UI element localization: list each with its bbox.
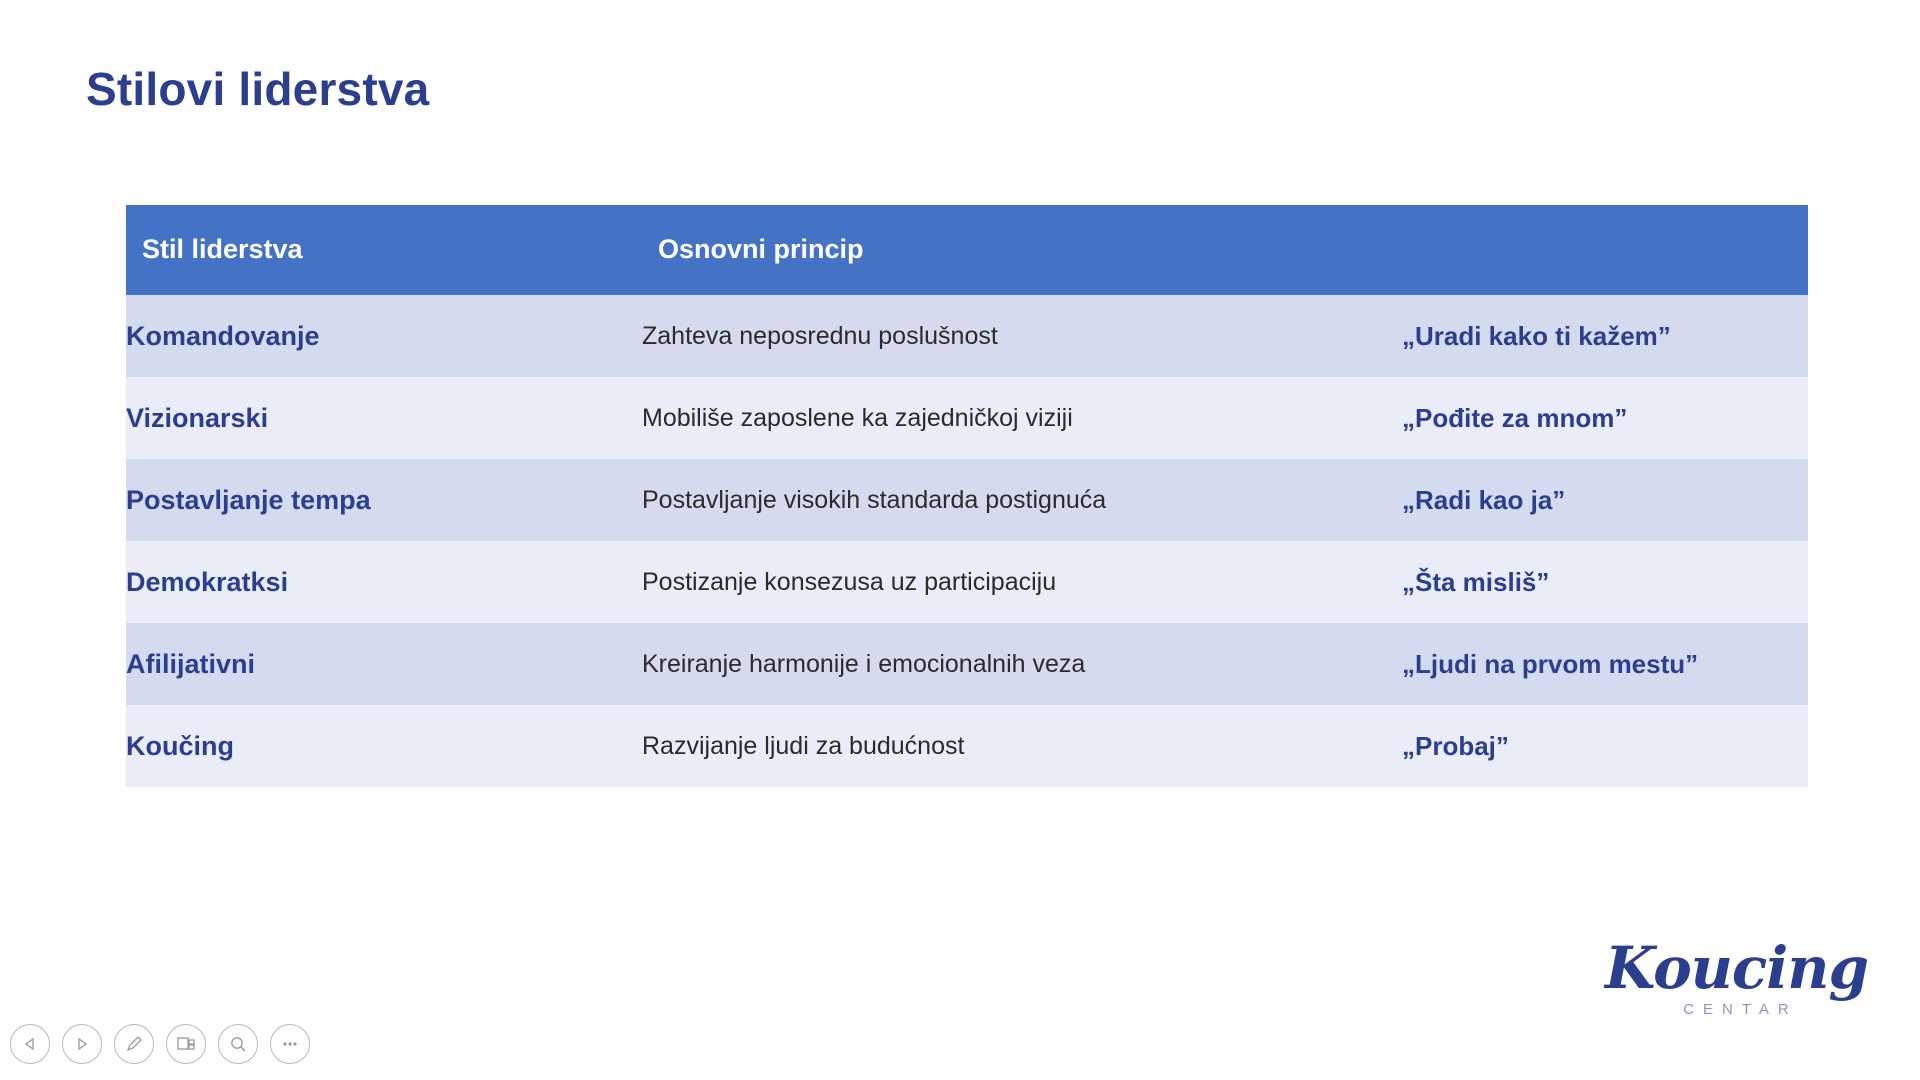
column-header-quote <box>1402 205 1808 295</box>
cell-style: Komandovanje <box>126 295 642 377</box>
cell-style: Koučing <box>126 705 642 787</box>
cell-quote: „Probaj” <box>1402 705 1808 787</box>
more-options-button[interactable] <box>270 1024 310 1064</box>
table-row <box>126 377 1808 459</box>
cell-style: Vizionarski <box>126 377 642 459</box>
column-header-style: Stil liderstva <box>126 205 642 295</box>
next-slide-button[interactable] <box>62 1024 102 1064</box>
cell-quote: „Šta misliš” <box>1402 541 1808 623</box>
cell-quote: „Pođite za mnom” <box>1402 377 1808 459</box>
cell-style: Postavljanje tempa <box>126 459 642 541</box>
cell-quote: „Ljudi na prvom mestu” <box>1402 623 1808 705</box>
column-header-principle: Osnovni princip <box>642 205 1402 295</box>
pen-button[interactable] <box>114 1024 154 1064</box>
cell-principle: Kreiranje harmonije i emocionalnih veza <box>642 623 1402 705</box>
previous-slide-button[interactable] <box>10 1024 50 1064</box>
cell-principle: Postavljanje visokih standarda postignuća <box>642 459 1402 541</box>
magnifier-icon <box>229 1035 247 1053</box>
cell-principle: Postizanje konsezusa uz participaciju <box>642 541 1402 623</box>
slides-overview-button[interactable] <box>166 1024 206 1064</box>
cell-quote: „Uradi kako ti kažem” <box>1402 295 1808 377</box>
table-row <box>126 295 1808 377</box>
page-title: Stilovi liderstva <box>86 63 430 115</box>
cell-principle: Razvijanje ljudi za budućnost <box>642 705 1402 787</box>
table-header-row <box>126 205 1808 295</box>
logo-wordmark: Koucing <box>1604 934 1868 1002</box>
table-row <box>126 459 1808 541</box>
grid-icon <box>177 1036 195 1052</box>
slideshow-toolbar <box>10 1024 310 1064</box>
table-row <box>126 705 1808 787</box>
triangle-left-icon <box>23 1037 37 1051</box>
logo-subtitle: CENTAR <box>1683 1001 1798 1018</box>
pen-icon <box>125 1035 143 1053</box>
table-row <box>126 623 1808 705</box>
cell-style: Afilijativni <box>126 623 642 705</box>
leadership-styles-table <box>126 205 1808 787</box>
table-row <box>126 541 1808 623</box>
cell-style: Demokratksi <box>126 541 642 623</box>
cell-principle: Mobiliše zaposlene ka zajedničkoj viziji <box>642 377 1402 459</box>
brand-logo <box>1604 934 1868 1018</box>
table-header <box>126 205 1808 295</box>
table-body <box>126 295 1808 787</box>
zoom-button[interactable] <box>218 1024 258 1064</box>
cell-quote: „Radi kao ja” <box>1402 459 1808 541</box>
triangle-right-icon <box>75 1037 89 1051</box>
cell-principle: Zahteva neposrednu poslušnost <box>642 295 1402 377</box>
ellipsis-icon <box>280 1040 300 1048</box>
